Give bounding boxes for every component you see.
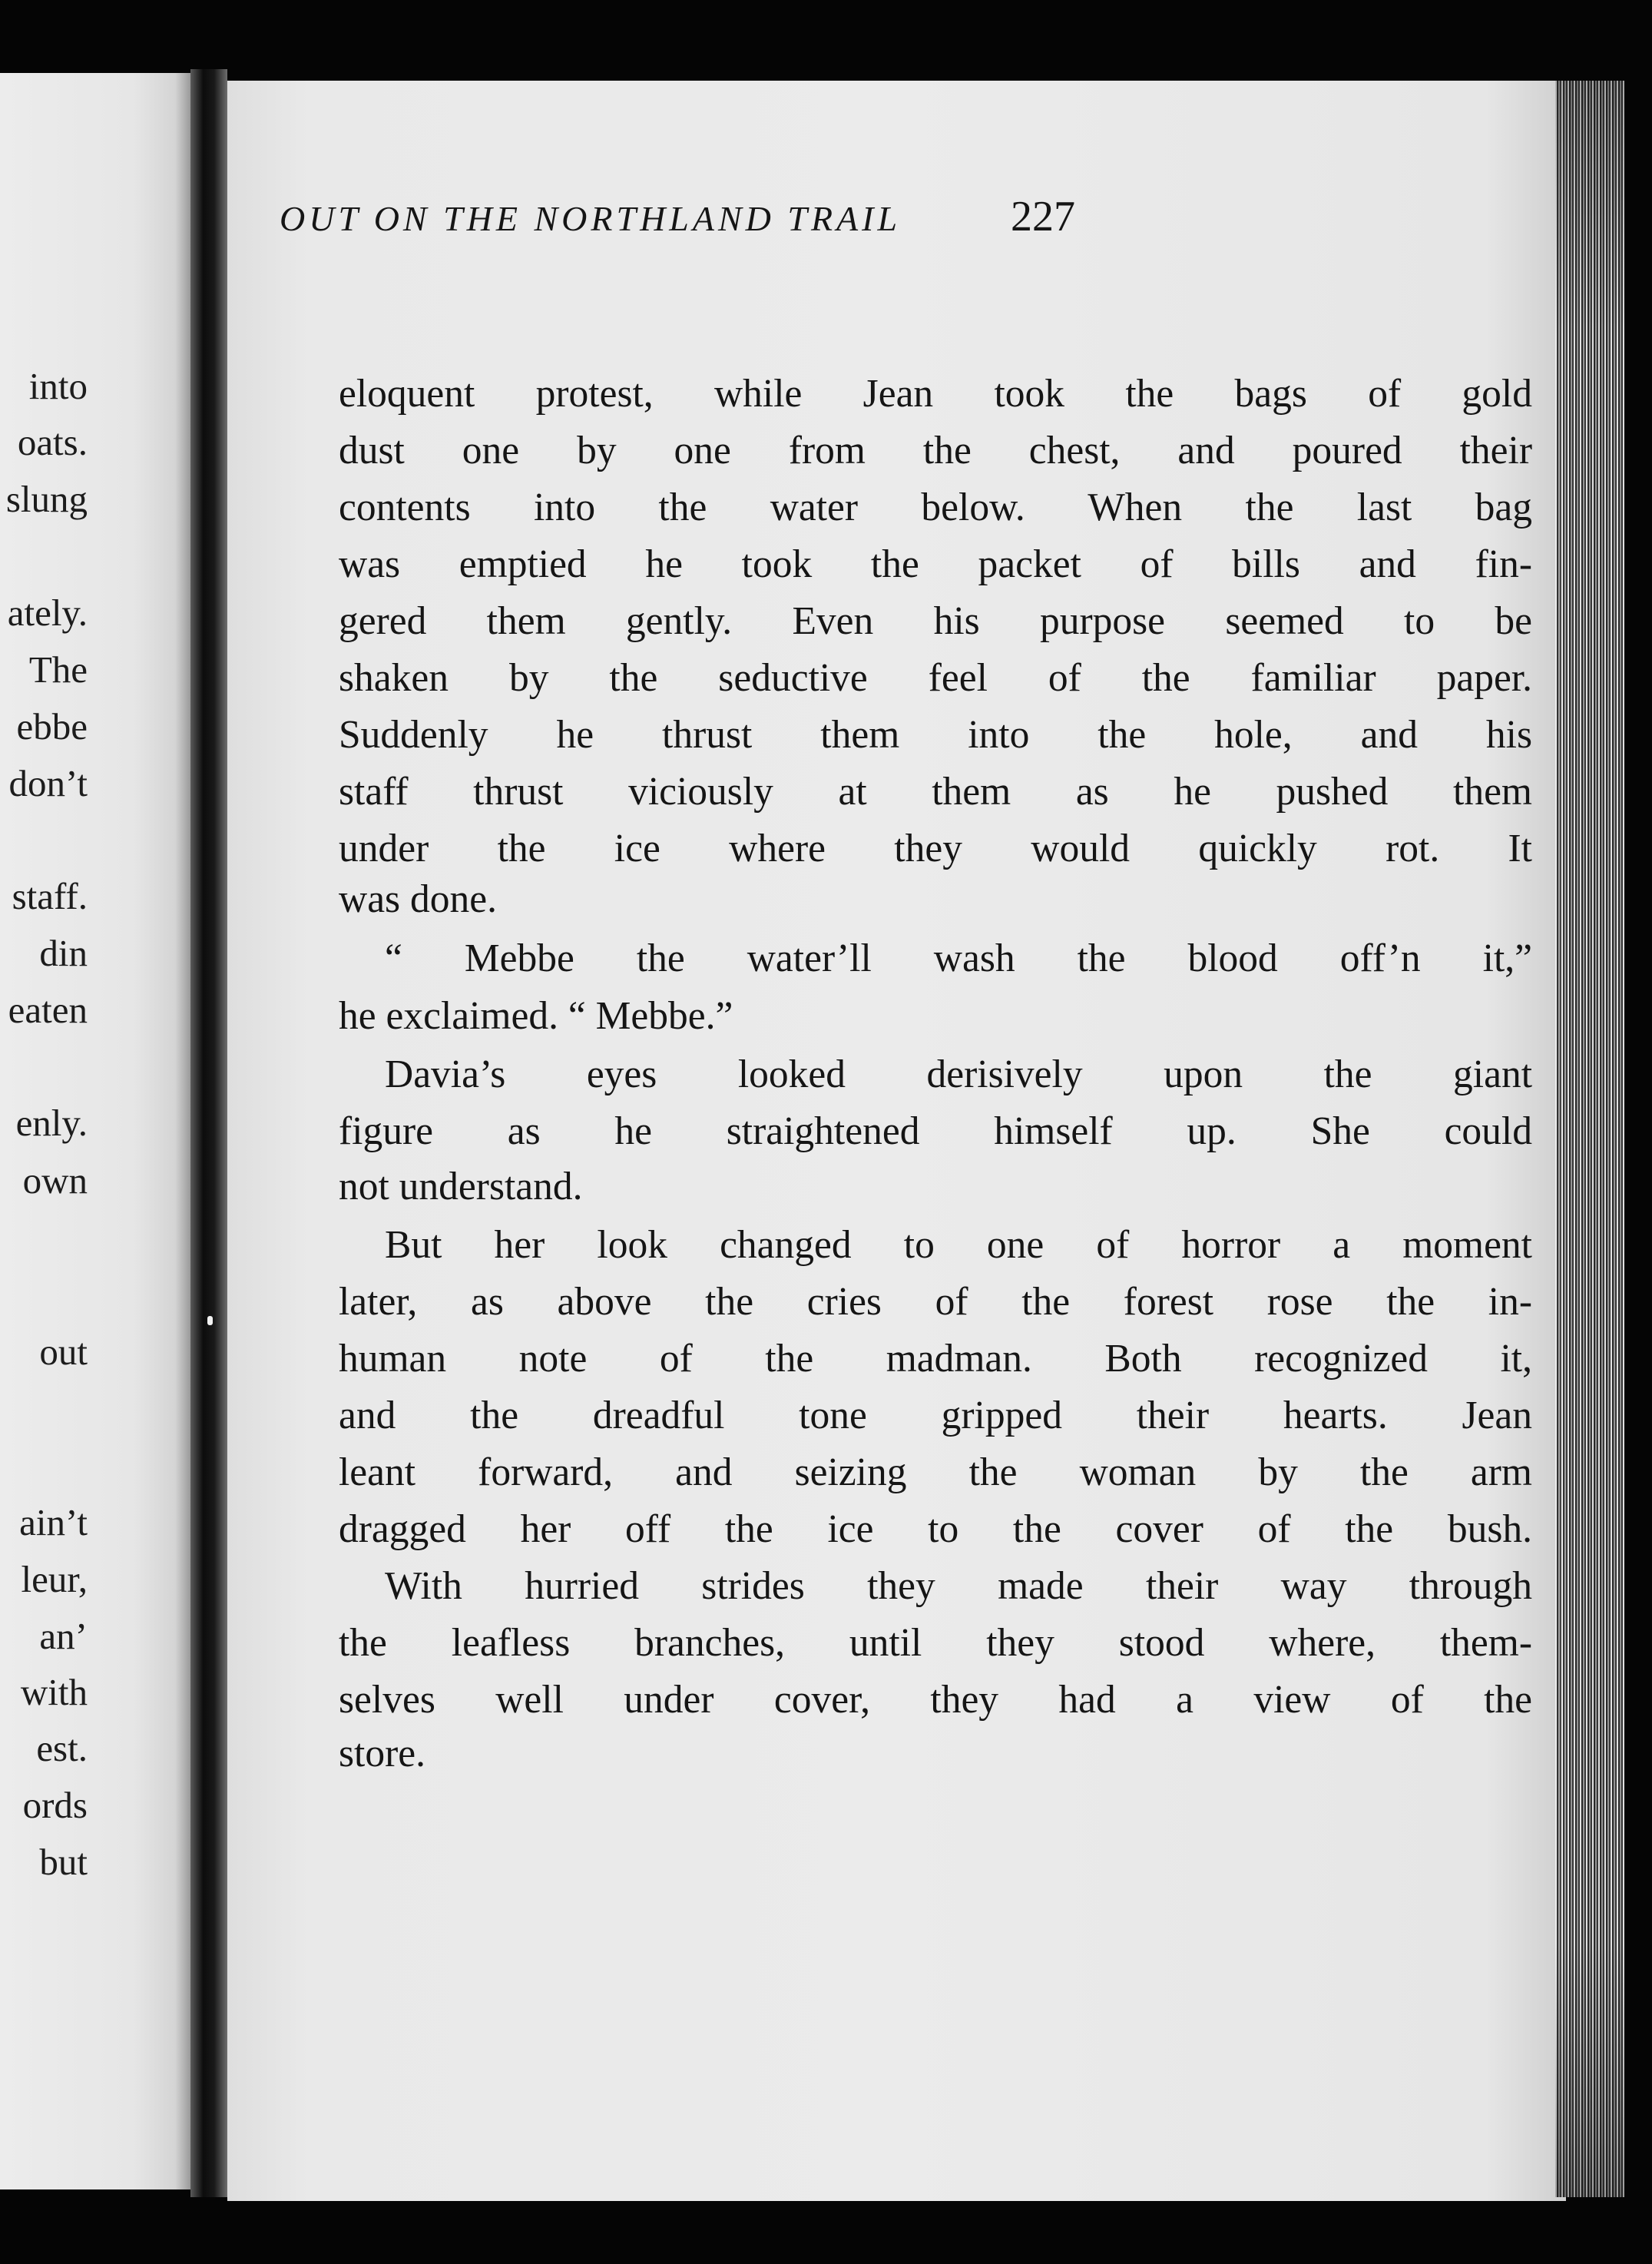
facing-page-line: with — [20, 1671, 88, 1713]
facing-page-line: don’t — [8, 762, 88, 804]
text-line: was done. — [339, 877, 497, 921]
facing-page-line: est. — [36, 1727, 88, 1769]
facing-page-line: eaten — [8, 989, 88, 1031]
facing-page-line: oats. — [17, 421, 88, 463]
text-line: he exclaimed. “ Mebbe.” — [339, 994, 733, 1038]
text-line: store. — [339, 1732, 425, 1775]
gutter-mark — [207, 1316, 213, 1325]
facing-page-line: enly. — [15, 1102, 88, 1144]
text-line: figure as he straightened himself up. She could — [339, 1109, 1532, 1153]
book-gutter — [190, 69, 227, 2197]
facing-page-line: out — [39, 1331, 88, 1373]
text-line: under the ice where they would quickly rot. It — [339, 827, 1532, 870]
text-line: shaken by the seductive feel of the familiar paper. — [339, 656, 1532, 700]
text-line: contents into the water below. When the last bag — [339, 486, 1532, 529]
facing-page-line: din — [39, 932, 88, 974]
text-line: not understand. — [339, 1165, 583, 1208]
text-line: “ Mebbe the water’ll wash the blood off’n it,” — [385, 936, 1532, 980]
text-line: gered them gently. Even his purpose seemed to be — [339, 599, 1532, 643]
running-head: OUT ON THE NORTHLAND TRAIL — [280, 199, 902, 238]
text-line: Davia’s eyes looked derisively upon the giant — [385, 1052, 1532, 1096]
text-line: later, as above the cries of the forest rose the in- — [339, 1280, 1532, 1324]
facing-page-line: ebbe — [16, 705, 88, 747]
facing-page-line: leur, — [21, 1558, 88, 1600]
text-line: selves well under cover, they had a view of the — [339, 1678, 1532, 1722]
book-page — [227, 81, 1566, 2201]
text-line: staff thrust viciously at them as he pushed them — [339, 770, 1532, 814]
facing-page-line: ain’t — [19, 1501, 88, 1543]
facing-page-line: own — [22, 1159, 88, 1202]
text-line: and the dreadful tone gripped their hearts. Jean — [339, 1394, 1532, 1437]
text-line: But her look changed to one of horror a moment — [385, 1223, 1532, 1267]
facing-page-line: slung — [5, 478, 88, 520]
text-line: dragged her off the ice to the cover of the bush. — [339, 1507, 1532, 1551]
text-line: leant forward, and seizing the woman by the arm — [339, 1450, 1532, 1494]
text-line: With hurried strides they made their way through — [385, 1564, 1532, 1608]
facing-page-line: ords — [22, 1784, 88, 1826]
page-edges-shadow — [1555, 81, 1624, 2197]
facing-page-line: ately. — [7, 592, 88, 634]
facing-page-line: an’ — [39, 1615, 88, 1657]
facing-page-line: but — [39, 1841, 88, 1883]
text-line: the leafless branches, until they stood where, them- — [339, 1621, 1532, 1665]
facing-page — [0, 73, 190, 2189]
page-number: 227 — [1011, 193, 1075, 240]
facing-page-line: staff. — [12, 875, 88, 917]
text-line: dust one by one from the chest, and poured their — [339, 429, 1532, 472]
text-line: human note of the madman. Both recognized it, — [339, 1337, 1532, 1381]
facing-page-line: into — [28, 365, 88, 407]
text-line: eloquent protest, while Jean took the bags of gold — [339, 372, 1532, 416]
facing-page-line: The — [28, 648, 88, 691]
text-line: Suddenly he thrust them into the hole, and his — [339, 713, 1532, 757]
text-line: was emptied he took the packet of bills and fin- — [339, 542, 1532, 586]
